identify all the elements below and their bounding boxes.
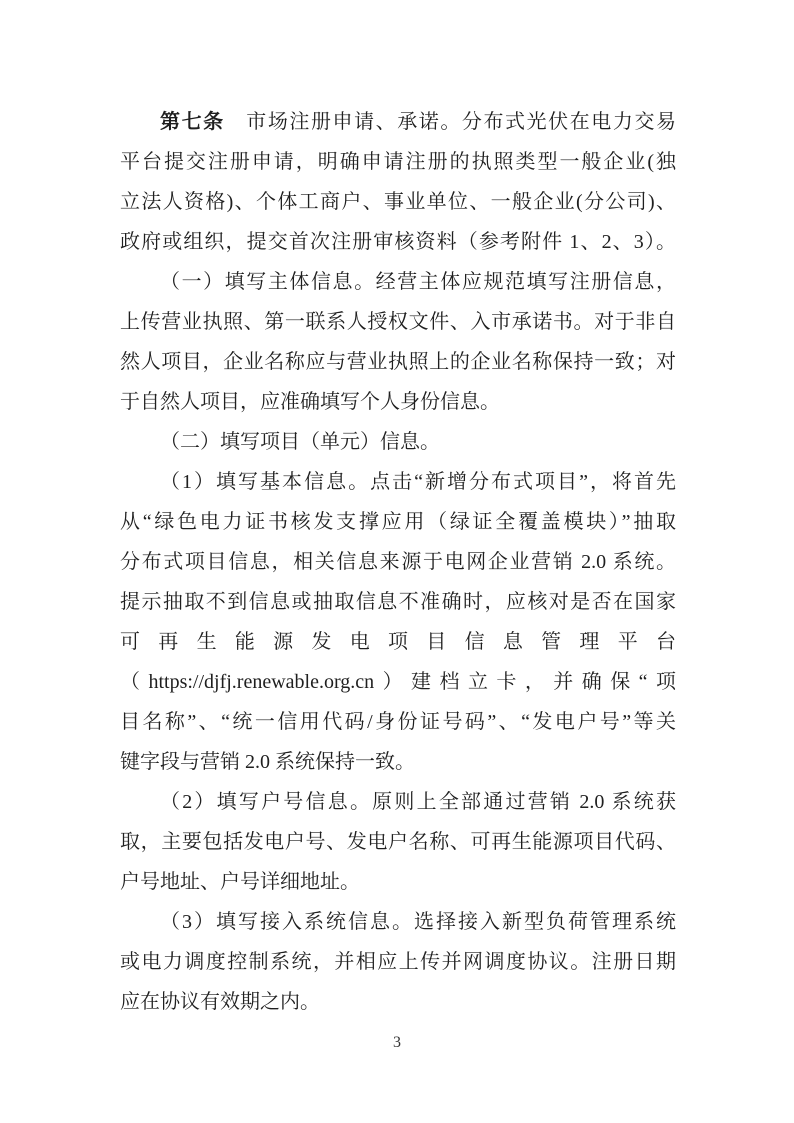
text-line: 目名称”、“统一信用代码/身份证号码”、“发电户号”等关 [120,711,676,733]
text-line: 取，主要包括发电户号、发电户名称、可再生能源项目代码、 [120,831,676,853]
text-line: 应在协议有效期之内。 [120,991,320,1013]
text-line: （3）填写接入系统信息。选择接入新型负荷管理系统 [160,911,676,933]
text-line: （一）填写主体信息。经营主体应规范填写注册信息， [160,271,676,293]
text-line: 或电力调度控制系统，并相应上传并网调度协议。注册日期 [120,951,676,973]
text-line: （二）填写项目（单元）信息。 [160,431,440,453]
article-lead-text: 市场注册申请、承诺。分布式光伏在电力交易 [224,111,676,133]
text-line: 从“绿色电力证书核发支撑应用（绿证全覆盖模块）”抽取 [120,511,676,533]
document-body [120,102,676,1022]
text-line: 分布式项目信息，相关信息来源于电网企业营销 2.0 系统。 [120,551,676,573]
text-line: 然人项目，企业名称应与营业执照上的企业名称保持一致；对 [120,351,676,373]
page-number: 3 [393,1034,401,1051]
text-line [120,102,676,142]
text-line-stretched: 可再生能源发电项目信息管理平台 [120,631,676,653]
text-line: 上传营业执照、第一联系人授权文件、入市承诺书。对于非自 [120,311,676,333]
article-number: 第七条 [160,111,225,133]
text-line: 户号地址、户号详细地址。 [120,871,360,893]
text-line: 政府或组织，提交首次注册审核资料（参考附件 1、2、3）。 [120,231,676,253]
text-line: 于自然人项目，应准确填写个人身份信息。 [120,391,500,413]
text-line: （2）填写户号信息。原则上全部通过营销 2.0 系统获 [160,791,676,813]
text-line: 键字段与营销 2.0 系统保持一致。 [120,751,415,773]
text-line: 提示抽取不到信息或抽取信息不准确时，应核对是否在国家 [120,591,676,613]
text-line: 平台提交注册申请，明确申请注册的执照类型一般企业(独 [120,151,676,173]
text-line: 立法人资格)、个体工商户、事业单位、一般企业(分公司)、 [120,191,676,213]
text-line: （1）填写基本信息。点击“新增分布式项目”，将首先 [160,471,676,493]
text-line-url: （https://djfj.renewable.org.cn）建档立卡，并确保“项 [120,671,676,693]
